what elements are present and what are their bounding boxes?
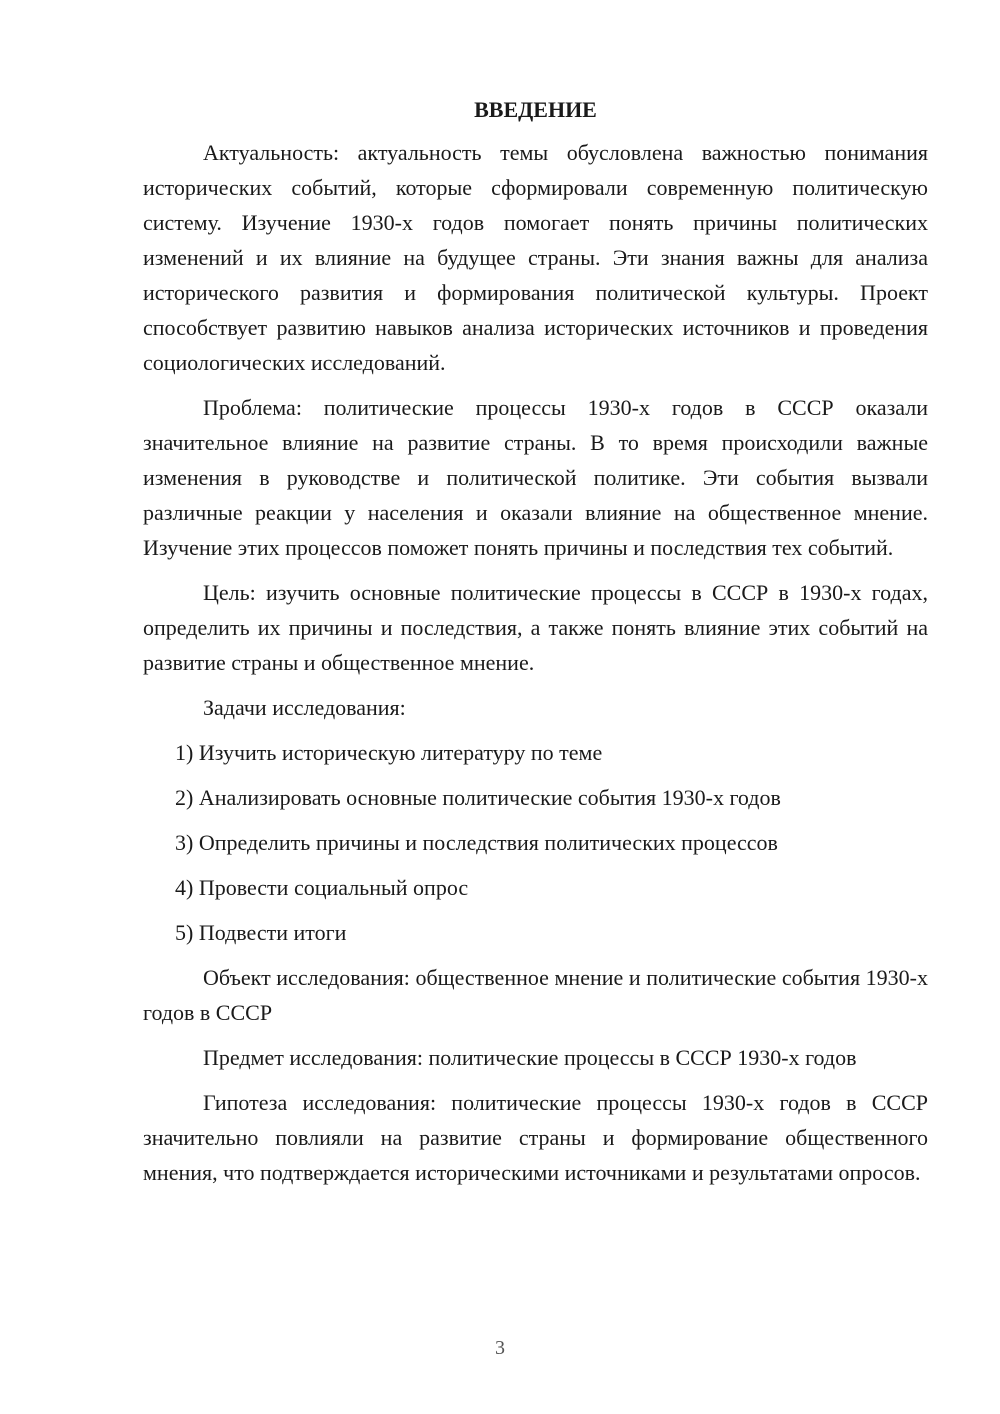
- paragraph-goal: Цель: изучить основные политические процессы в СССР в 1930-х годах, определить их причины и последствия, а также понять влияние этих событий на развитие страны и общественное мнение.: [143, 580, 928, 675]
- list-item: 2) Анализировать основные политические события 1930-х годов: [175, 785, 781, 810]
- paragraph-problem: Проблема: политические процессы 1930-х годов в СССР оказали значительное влияние на развитие страны. В то время происходили важные изменения в руководстве и политической политике. Эти события вызвали различные реакции у населения и оказали влияние на общественное мнение. Изучение этих процессов поможет понять причины и последствия тех событий.: [143, 395, 928, 560]
- list-item: 3) Определить причины и последствия политических процессов: [175, 830, 778, 855]
- page-title: ВВЕДЕНИЕ: [474, 97, 597, 122]
- document-page: [143, 92, 928, 1200]
- tasks-label: Задачи исследования:: [203, 695, 406, 720]
- list-item: 5) Подвести итоги: [175, 920, 347, 945]
- task-list: [143, 735, 928, 950]
- paragraph-object: Объект исследования: общественное мнение и политические события 1930-х годов в СССР: [143, 965, 928, 1025]
- paragraph-relevance: Актуальность: актуальность темы обусловлена важностью понимания исторических событий, которые сформировали современную политическую систему. Изучение 1930-х годов помогает понять причины политических изменений и их влияние на будущее страны. Эти знания важны для анализа исторического развития и формирования политической культуры. Проект способствует развитию навыков анализа исторических источников и проведения социологических исследований.: [143, 140, 928, 375]
- list-item: 4) Провести социальный опрос: [175, 875, 469, 900]
- page-number: 3: [495, 1337, 505, 1359]
- paragraph-subject: Предмет исследования: политические процессы в СССР 1930-х годов: [203, 1045, 857, 1070]
- paragraph-hypothesis: Гипотеза исследования: политические процессы 1930-х годов в СССР значительно повлияли на развитие страны и формирование общественного мнения, что подтверждается историческими источниками и результатами опросов.: [143, 1090, 928, 1185]
- list-item: 1) Изучить историческую литературу по теме: [175, 740, 603, 765]
